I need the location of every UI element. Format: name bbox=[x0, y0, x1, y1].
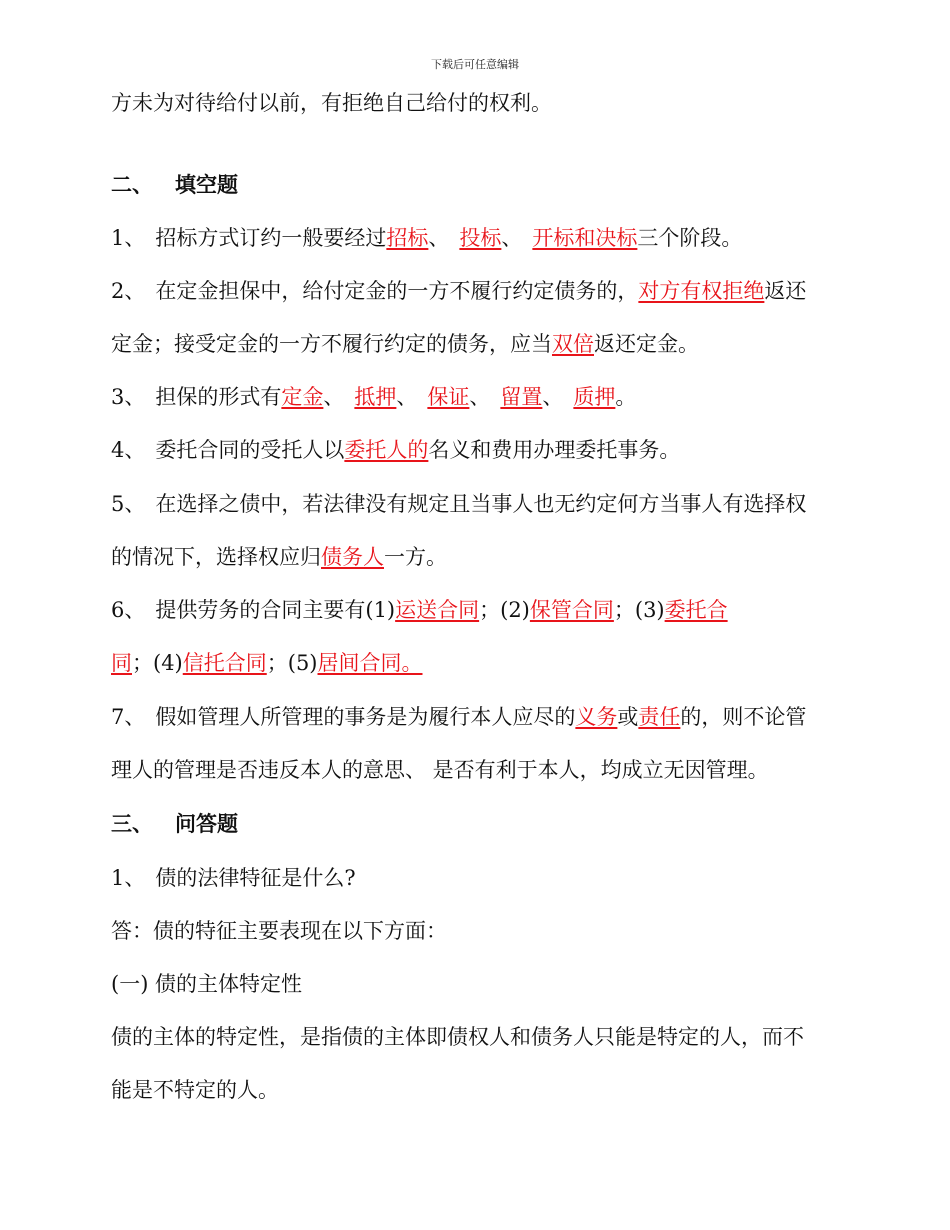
separator: 、 bbox=[396, 385, 418, 409]
separator: 、 bbox=[469, 385, 491, 409]
answer: 责任 bbox=[638, 705, 681, 729]
section-number: 三、 bbox=[111, 812, 153, 836]
separator: 、 bbox=[501, 226, 523, 250]
answer-paragraph-cont: 能是不特定的人。 bbox=[111, 1078, 279, 1102]
answer-intro: 答：债的特征主要表现在以下方面： bbox=[111, 919, 447, 943]
section-title: 填空题 bbox=[175, 173, 238, 197]
question-text: 债的法律特征是什么? bbox=[155, 866, 356, 890]
answer: 招标 bbox=[386, 226, 429, 250]
question-text: 或 bbox=[617, 705, 639, 729]
question-text: 返还 bbox=[764, 279, 807, 303]
separator: ；(3) bbox=[613, 598, 665, 622]
question-text: 返还定金。 bbox=[594, 332, 699, 356]
answer-subheading: (一) 债的主体特定性 bbox=[111, 972, 303, 996]
question-number: 5、 bbox=[111, 492, 146, 516]
answer: 开标和决标 bbox=[532, 226, 638, 250]
question-text: 委托合同的受托人以 bbox=[155, 438, 345, 462]
question-text: 一方。 bbox=[384, 545, 447, 569]
question-text: 。 bbox=[615, 385, 637, 409]
separator: ；(2) bbox=[479, 598, 530, 622]
answer: 定金 bbox=[281, 385, 324, 409]
answer: 运送合同 bbox=[395, 598, 480, 622]
separator: ；(4) bbox=[132, 651, 183, 675]
answer: 同 bbox=[111, 651, 132, 675]
question-7 bbox=[111, 707, 806, 728]
question-5 bbox=[111, 494, 806, 515]
answer: 信托合同 bbox=[182, 651, 267, 675]
question-6-cont bbox=[111, 653, 423, 674]
answer: 债务人 bbox=[321, 545, 384, 569]
separator: 、 bbox=[323, 385, 345, 409]
question-number: 7、 bbox=[111, 705, 146, 729]
question-text: 的，则不论管 bbox=[680, 705, 807, 729]
answer: 对方有权拒绝 bbox=[638, 279, 765, 303]
question-text: 三个阶段。 bbox=[637, 226, 743, 250]
question-4 bbox=[111, 440, 680, 461]
answer-paragraph: 债的主体的特定性，是指债的主体即债权人和债务人只能是特定的人，而不 bbox=[111, 1025, 804, 1049]
section-title: 问答题 bbox=[175, 812, 238, 836]
question-2-cont bbox=[111, 334, 699, 355]
answer: 投标 bbox=[459, 226, 502, 250]
question-1 bbox=[111, 228, 742, 249]
question-text: 招标方式订约一般要经过 bbox=[155, 226, 387, 250]
question-text: 名义和费用办理委托事务。 bbox=[428, 438, 681, 462]
answer: 委托合 bbox=[664, 598, 728, 622]
separator: ；(5) bbox=[266, 651, 318, 675]
question-6 bbox=[111, 600, 728, 621]
answer: 居间合同。 bbox=[317, 651, 423, 675]
answer: 义务 bbox=[575, 705, 618, 729]
answer: 抵押 bbox=[354, 385, 397, 409]
section-heading-fill-blank bbox=[111, 175, 238, 196]
question-text: 在选择之债中，若法律没有规定且当事人也无约定何方当事人有选择权 bbox=[155, 492, 807, 516]
question-number: 1、 bbox=[111, 226, 146, 250]
separator: 、 bbox=[428, 226, 450, 250]
question-text: 定金；接受定金的一方不履行约定的债务，应当 bbox=[111, 332, 552, 356]
question-text: 在定金担保中，给付定金的一方不履行约定债务的， bbox=[155, 279, 639, 303]
question-text: 担保的形式有 bbox=[155, 385, 282, 409]
section-heading-qa bbox=[111, 814, 238, 835]
question-text: 提供劳务的合同主要有(1) bbox=[155, 598, 396, 622]
question-text: 假如管理人所管理的事务是为履行本人应尽的 bbox=[155, 705, 576, 729]
separator: 、 bbox=[542, 385, 564, 409]
question-number: 1、 bbox=[111, 866, 146, 890]
question-3 bbox=[111, 387, 636, 408]
question-7-cont: 理人的管理是否违反本人的意思、 是否有利于本人，均成立无因管理。 bbox=[111, 758, 769, 782]
answer: 留置 bbox=[500, 385, 543, 409]
question-number: 4、 bbox=[111, 438, 146, 462]
question-text: 的情况下，选择权应归 bbox=[111, 545, 321, 569]
qa-question-1 bbox=[111, 868, 356, 889]
intro-tail: 方未为对待给付以前，有拒绝自己给付的权利。 bbox=[111, 91, 552, 115]
question-2 bbox=[111, 281, 806, 302]
section-number: 二、 bbox=[111, 173, 153, 197]
question-number: 2、 bbox=[111, 279, 146, 303]
question-number: 3、 bbox=[111, 385, 146, 409]
page-header: 下载后可任意编辑 bbox=[431, 58, 519, 71]
answer: 保证 bbox=[427, 385, 470, 409]
answer: 委托人的 bbox=[344, 438, 429, 462]
answer: 保管合同 bbox=[529, 598, 614, 622]
question-5-cont bbox=[111, 547, 447, 568]
answer: 质押 bbox=[573, 385, 616, 409]
answer: 双倍 bbox=[552, 332, 594, 356]
question-number: 6、 bbox=[111, 598, 146, 622]
